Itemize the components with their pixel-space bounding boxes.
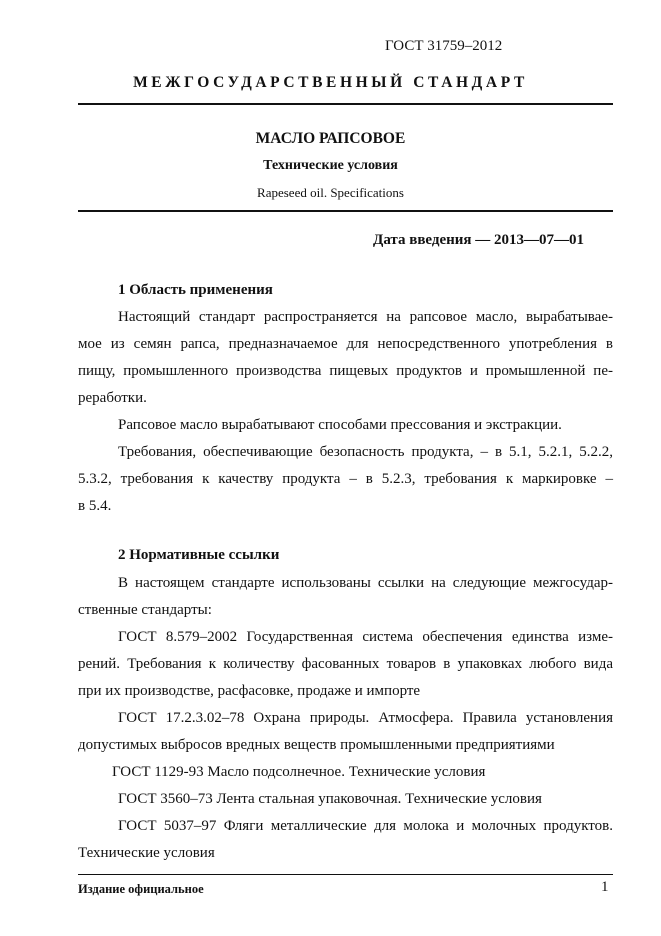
page-title: МАСЛО РАПСОВОЕ bbox=[255, 130, 406, 147]
footer-divider bbox=[78, 874, 613, 875]
section-2-line: допустимых выбросов вредных веществ промышленными предприятиями bbox=[78, 737, 555, 753]
section-2-line: ственные стандарты: bbox=[78, 602, 212, 618]
section-1-line: Рапсовое масло вырабатывают способами прессования и экстракции. bbox=[118, 417, 562, 433]
english-title: Rapeseed oil. Specifications bbox=[257, 185, 404, 200]
section-1-heading: 1 Область применения bbox=[118, 282, 273, 298]
section-2-line: при их производстве, расфасовке, продаже и импорте bbox=[78, 683, 421, 699]
header-divider bbox=[78, 103, 613, 105]
introduction-date: Дата введения — 2013—07—01 bbox=[373, 232, 585, 248]
edition-label: Издание официальное bbox=[78, 882, 204, 896]
document-code: ГОСТ 31759–2012 bbox=[385, 38, 503, 54]
section-2-heading: 2 Нормативные ссылки bbox=[118, 547, 280, 563]
section-1-line: мое из семян рапса, предназначаемое для непосредственного употребления в bbox=[78, 336, 613, 352]
section-1-line: в 5.4. bbox=[78, 498, 112, 514]
section-1-line: Требования, обеспечивающие безопасность продукта, – в 5.1, 5.2.1, 5.2.2, bbox=[118, 444, 613, 460]
section-1-line: 5.3.2, требования к качеству продукта – в 5.2.3, требования к маркировке – bbox=[78, 471, 613, 487]
section-2-line: ГОСТ 3560–73 Лента стальная упаковочная. Технические условия bbox=[118, 791, 542, 807]
section-2-line: рений. Требования к количеству фасованных товаров в упаковках любого вида bbox=[78, 656, 613, 672]
section-1-line: пищу, промышленного производства пищевых продуктов и промышленной пе- bbox=[78, 363, 613, 379]
section-2-line: ГОСТ 5037–97 Фляги металлические для молока и молочных продуктов. bbox=[118, 818, 613, 834]
page-subtitle: Технические условия bbox=[263, 158, 398, 173]
standard-type: МЕЖГОСУДАРСТВЕННЫЙ СТАНДАРТ bbox=[133, 74, 528, 91]
section-2-line: В настоящем стандарте использованы ссылки на следующие межгосудар- bbox=[118, 575, 613, 591]
section-2-line: Технические условия bbox=[78, 845, 215, 861]
section-1-line: Настоящий стандарт распространяется на рапсовое масло, вырабатывае- bbox=[118, 309, 613, 325]
section-2-line: ГОСТ 17.2.3.02–78 Охрана природы. Атмосфера. Правила установления bbox=[118, 710, 613, 726]
section-2-line: ГОСТ 8.579–2002 Государственная система обеспечения единства изме- bbox=[118, 629, 613, 645]
title-divider bbox=[78, 210, 613, 212]
section-1-line: реработки. bbox=[78, 390, 147, 406]
section-2-line: ГОСТ 1129-93 Масло подсолнечное. Технические условия bbox=[112, 764, 486, 780]
page-number: 1 bbox=[601, 879, 609, 895]
